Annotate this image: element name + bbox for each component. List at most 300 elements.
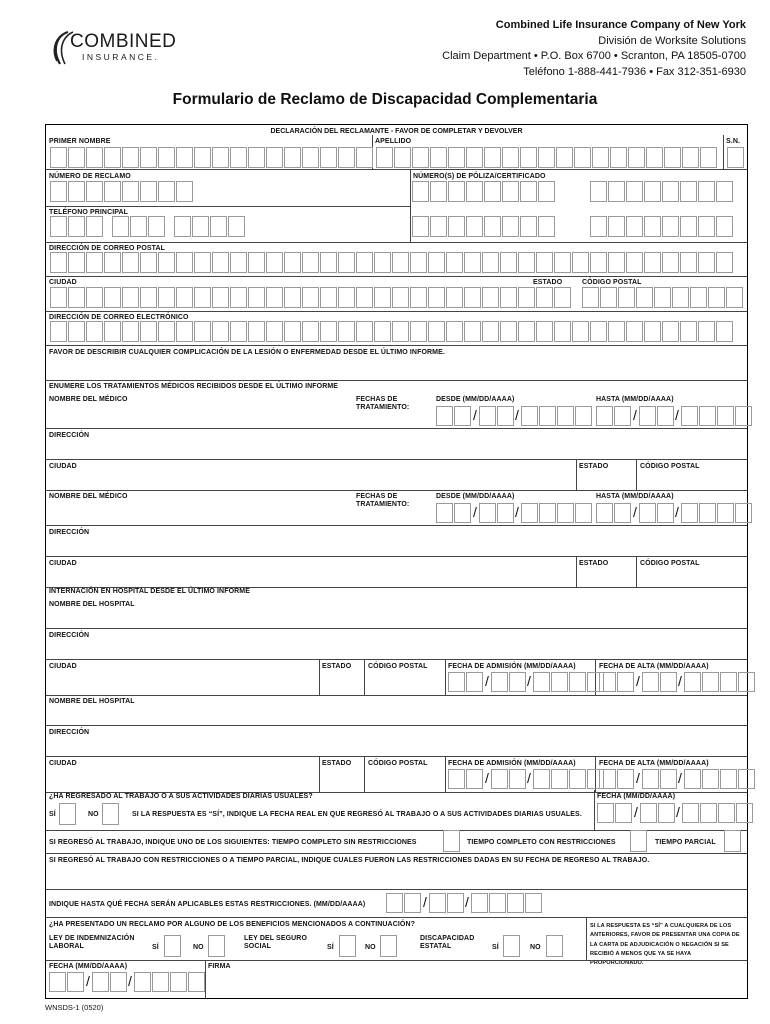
policy-box[interactable] [662,216,679,237]
email-box[interactable] [572,321,589,342]
admission-box[interactable] [509,769,526,789]
treatment-from-box[interactable] [521,406,538,426]
mailing-address-box[interactable] [320,252,337,273]
policy-box[interactable] [590,181,607,202]
policy-box[interactable] [520,181,537,202]
work-return-date-box[interactable] [718,803,735,823]
work-return-date-box[interactable] [640,803,657,823]
email-box[interactable] [500,321,517,342]
email-box[interactable] [410,321,427,342]
city-box[interactable] [374,287,391,308]
policy-box[interactable] [698,216,715,237]
policy-box[interactable] [520,216,537,237]
zip-box[interactable] [726,287,743,308]
city-box[interactable] [464,287,481,308]
last-name-box[interactable] [664,147,681,168]
treatment-from-box[interactable] [454,406,471,426]
policy-box[interactable] [502,216,519,237]
email-box[interactable] [122,321,139,342]
phone-prefix-box[interactable] [130,216,147,237]
admission-box[interactable] [448,769,465,789]
mailing-address-box[interactable] [626,252,643,273]
email-box[interactable] [86,321,103,342]
zip-box[interactable] [690,287,707,308]
policy-box[interactable] [626,181,643,202]
mailing-address-box[interactable] [392,252,409,273]
admission-box[interactable] [569,672,586,692]
policy-box[interactable] [626,216,643,237]
first-name-box[interactable] [302,147,319,168]
treatment-from-box[interactable] [575,503,592,523]
claim-number-box[interactable] [122,181,139,202]
treatment-from-box[interactable] [521,503,538,523]
mailing-address-box[interactable] [644,252,661,273]
first-name-box[interactable] [338,147,355,168]
work-return-date-box[interactable] [736,803,753,823]
discharge-box[interactable] [617,672,634,692]
last-name-box[interactable] [610,147,627,168]
city-box[interactable] [428,287,445,308]
city-box[interactable] [356,287,373,308]
first-name-box[interactable] [176,147,193,168]
claim-number-box[interactable] [176,181,193,202]
claim-number-box[interactable] [50,181,67,202]
treatment-to-box[interactable] [614,406,631,426]
claim-number-box[interactable] [104,181,121,202]
email-box[interactable] [212,321,229,342]
policy-box[interactable] [680,181,697,202]
discharge-box[interactable] [660,769,677,789]
email-box[interactable] [302,321,319,342]
last-name-box[interactable] [394,147,411,168]
first-name-box[interactable] [266,147,283,168]
mailing-address-box[interactable] [464,252,481,273]
mailing-address-box[interactable] [140,252,157,273]
city-box[interactable] [248,287,265,308]
treatment-to-box[interactable] [735,406,752,426]
last-name-box[interactable] [448,147,465,168]
email-box[interactable] [482,321,499,342]
discharge-box[interactable] [599,769,616,789]
email-box[interactable] [644,321,661,342]
restrictions-until-box[interactable] [489,893,506,913]
first-name-box[interactable] [212,147,229,168]
state-box[interactable] [536,287,553,308]
email-box[interactable] [518,321,535,342]
phone-prefix-box[interactable] [148,216,165,237]
zip-box[interactable] [654,287,671,308]
mailing-address-box[interactable] [698,252,715,273]
treatment-to-box[interactable] [699,503,716,523]
admission-box[interactable] [466,769,483,789]
email-box[interactable] [428,321,445,342]
labor-yes-box[interactable] [164,935,181,957]
admission-box[interactable] [551,769,568,789]
treatment-from-box[interactable] [539,406,556,426]
zip-box[interactable] [600,287,617,308]
mailing-address-box[interactable] [68,252,85,273]
work-return-date-box[interactable] [597,803,614,823]
sn-box[interactable] [727,147,744,168]
last-name-box[interactable] [376,147,393,168]
email-box[interactable] [176,321,193,342]
email-box[interactable] [230,321,247,342]
mailing-address-box[interactable] [680,252,697,273]
first-name-box[interactable] [230,147,247,168]
last-name-box[interactable] [412,147,429,168]
discharge-box[interactable] [660,672,677,692]
email-box[interactable] [284,321,301,342]
restrictions-until-box[interactable] [471,893,488,913]
signature-date-box[interactable] [49,972,66,992]
treatment-to-box[interactable] [614,503,631,523]
city-box[interactable] [194,287,211,308]
admission-box[interactable] [491,672,508,692]
first-name-box[interactable] [50,147,67,168]
discharge-box[interactable] [720,672,737,692]
discharge-box[interactable] [642,672,659,692]
city-box[interactable] [140,287,157,308]
treatment-to-box[interactable] [717,503,734,523]
treatment-from-box[interactable] [497,406,514,426]
first-name-box[interactable] [68,147,85,168]
zip-box[interactable] [618,287,635,308]
phone-line-box[interactable] [210,216,227,237]
first-name-box[interactable] [356,147,373,168]
restrictions-until-box[interactable] [525,893,542,913]
city-box[interactable] [338,287,355,308]
mailing-address-box[interactable] [482,252,499,273]
zip-box[interactable] [636,287,653,308]
first-name-box[interactable] [122,147,139,168]
claim-number-box[interactable] [158,181,175,202]
city-box[interactable] [320,287,337,308]
mailing-address-box[interactable] [428,252,445,273]
admission-box[interactable] [533,769,550,789]
restrictions-until-box[interactable] [507,893,524,913]
first-name-box[interactable] [158,147,175,168]
mailing-address-box[interactable] [122,252,139,273]
mailing-address-box[interactable] [284,252,301,273]
treatment-to-box[interactable] [681,503,698,523]
mailing-address-box[interactable] [446,252,463,273]
city-box[interactable] [500,287,517,308]
email-box[interactable] [266,321,283,342]
discharge-box[interactable] [599,672,616,692]
policy-box[interactable] [412,181,429,202]
city-box[interactable] [50,287,67,308]
treatment-from-box[interactable] [436,406,453,426]
mailing-address-box[interactable] [212,252,229,273]
discharge-box[interactable] [702,672,719,692]
treatment-to-box[interactable] [681,406,698,426]
city-box[interactable] [230,287,247,308]
email-box[interactable] [554,321,571,342]
state-box[interactable] [554,287,571,308]
mailing-address-box[interactable] [554,252,571,273]
last-name-box[interactable] [700,147,717,168]
policy-box[interactable] [502,181,519,202]
treatment-from-box[interactable] [454,503,471,523]
zip-box[interactable] [708,287,725,308]
email-box[interactable] [446,321,463,342]
phone-line-box[interactable] [192,216,209,237]
mailing-address-box[interactable] [302,252,319,273]
admission-box[interactable] [491,769,508,789]
zip-box[interactable] [582,287,599,308]
policy-box[interactable] [448,216,465,237]
city-box[interactable] [410,287,427,308]
treatment-from-box[interactable] [557,406,574,426]
mailing-address-box[interactable] [590,252,607,273]
state-no-box[interactable] [546,935,563,957]
signature-date-box[interactable] [152,972,169,992]
restrictions-until-box[interactable] [447,893,464,913]
mailing-address-box[interactable] [338,252,355,273]
discharge-box[interactable] [720,769,737,789]
city-box[interactable] [266,287,283,308]
admission-box[interactable] [466,672,483,692]
social-yes-box[interactable] [339,935,356,957]
treatment-to-box[interactable] [596,503,613,523]
mailing-address-box[interactable] [572,252,589,273]
work-no-box[interactable] [102,803,119,825]
admission-box[interactable] [509,672,526,692]
last-name-box[interactable] [466,147,483,168]
treatment-from-box[interactable] [557,503,574,523]
policy-box[interactable] [484,216,501,237]
admission-box[interactable] [533,672,550,692]
first-name-box[interactable] [320,147,337,168]
admission-box[interactable] [569,769,586,789]
claim-number-box[interactable] [86,181,103,202]
social-no-box[interactable] [380,935,397,957]
policy-box[interactable] [448,181,465,202]
treatment-from-box[interactable] [497,503,514,523]
last-name-box[interactable] [520,147,537,168]
city-box[interactable] [446,287,463,308]
mailing-address-box[interactable] [194,252,211,273]
signature-date-box[interactable] [134,972,151,992]
email-box[interactable] [374,321,391,342]
treatment-to-box[interactable] [735,503,752,523]
discharge-box[interactable] [684,769,701,789]
discharge-box[interactable] [738,769,755,789]
restrictions-until-box[interactable] [386,893,403,913]
treatment-from-box[interactable] [479,406,496,426]
city-box[interactable] [284,287,301,308]
policy-box[interactable] [412,216,429,237]
phone-area-box[interactable] [68,216,85,237]
city-box[interactable] [158,287,175,308]
last-name-box[interactable] [430,147,447,168]
last-name-box[interactable] [556,147,573,168]
signature-date-box[interactable] [170,972,187,992]
first-name-box[interactable] [140,147,157,168]
city-box[interactable] [122,287,139,308]
treatment-to-box[interactable] [699,406,716,426]
city-box[interactable] [104,287,121,308]
city-box[interactable] [392,287,409,308]
email-box[interactable] [608,321,625,342]
mailing-address-box[interactable] [500,252,517,273]
policy-box[interactable] [484,181,501,202]
restrictions-until-box[interactable] [429,893,446,913]
last-name-box[interactable] [682,147,699,168]
email-box[interactable] [626,321,643,342]
phone-line-box[interactable] [228,216,245,237]
treatment-to-box[interactable] [639,406,656,426]
policy-box[interactable] [716,216,733,237]
city-box[interactable] [68,287,85,308]
discharge-box[interactable] [738,672,755,692]
policy-box[interactable] [644,216,661,237]
first-name-box[interactable] [284,147,301,168]
last-name-box[interactable] [538,147,555,168]
treatment-from-box[interactable] [436,503,453,523]
work-yes-box[interactable] [59,803,76,825]
phone-prefix-box[interactable] [112,216,129,237]
mailing-address-box[interactable] [662,252,679,273]
work-return-date-box[interactable] [682,803,699,823]
mailing-address-box[interactable] [230,252,247,273]
signature-date-box[interactable] [67,972,84,992]
phone-area-box[interactable] [86,216,103,237]
work-return-date-box[interactable] [658,803,675,823]
email-box[interactable] [590,321,607,342]
first-name-box[interactable] [104,147,121,168]
treatment-from-box[interactable] [539,503,556,523]
full-time-unrestricted-box[interactable] [443,830,460,852]
admission-box[interactable] [448,672,465,692]
state-yes-box[interactable] [503,935,520,957]
email-box[interactable] [158,321,175,342]
discharge-box[interactable] [702,769,719,789]
last-name-box[interactable] [646,147,663,168]
email-box[interactable] [320,321,337,342]
first-name-box[interactable] [248,147,265,168]
zip-box[interactable] [672,287,689,308]
labor-no-box[interactable] [208,935,225,957]
mailing-address-box[interactable] [104,252,121,273]
mailing-address-box[interactable] [518,252,535,273]
last-name-box[interactable] [484,147,501,168]
mailing-address-box[interactable] [176,252,193,273]
policy-box[interactable] [466,216,483,237]
policy-box[interactable] [430,181,447,202]
treatment-to-box[interactable] [717,406,734,426]
last-name-box[interactable] [592,147,609,168]
signature-date-box[interactable] [110,972,127,992]
email-box[interactable] [698,321,715,342]
email-box[interactable] [392,321,409,342]
email-box[interactable] [356,321,373,342]
treatment-to-box[interactable] [639,503,656,523]
policy-box[interactable] [538,216,555,237]
claim-number-box[interactable] [140,181,157,202]
last-name-box[interactable] [628,147,645,168]
treatment-from-box[interactable] [479,503,496,523]
full-time-restricted-box[interactable] [630,830,647,852]
policy-box[interactable] [590,216,607,237]
policy-box[interactable] [644,181,661,202]
email-box[interactable] [50,321,67,342]
treatment-to-box[interactable] [596,406,613,426]
mailing-address-box[interactable] [716,252,733,273]
admission-box[interactable] [551,672,568,692]
policy-box[interactable] [680,216,697,237]
email-box[interactable] [338,321,355,342]
treatment-to-box[interactable] [657,406,674,426]
discharge-box[interactable] [684,672,701,692]
city-box[interactable] [86,287,103,308]
city-box[interactable] [176,287,193,308]
mailing-address-box[interactable] [356,252,373,273]
last-name-box[interactable] [502,147,519,168]
claim-number-box[interactable] [68,181,85,202]
mailing-address-box[interactable] [158,252,175,273]
policy-box[interactable] [716,181,733,202]
work-return-date-box[interactable] [615,803,632,823]
mailing-address-box[interactable] [374,252,391,273]
policy-box[interactable] [430,216,447,237]
restrictions-until-box[interactable] [404,893,421,913]
treatment-to-box[interactable] [657,503,674,523]
policy-box[interactable] [698,181,715,202]
mailing-address-box[interactable] [248,252,265,273]
mailing-address-box[interactable] [86,252,103,273]
email-box[interactable] [248,321,265,342]
email-box[interactable] [536,321,553,342]
mailing-address-box[interactable] [50,252,67,273]
email-box[interactable] [680,321,697,342]
mailing-address-box[interactable] [608,252,625,273]
policy-box[interactable] [466,181,483,202]
email-box[interactable] [104,321,121,342]
mailing-address-box[interactable] [410,252,427,273]
policy-box[interactable] [538,181,555,202]
email-box[interactable] [140,321,157,342]
first-name-box[interactable] [86,147,103,168]
city-box[interactable] [482,287,499,308]
policy-box[interactable] [608,216,625,237]
phone-area-box[interactable] [50,216,67,237]
policy-box[interactable] [662,181,679,202]
discharge-box[interactable] [617,769,634,789]
email-box[interactable] [68,321,85,342]
treatment-from-box[interactable] [575,406,592,426]
last-name-box[interactable] [574,147,591,168]
work-return-date-box[interactable] [700,803,717,823]
email-box[interactable] [716,321,733,342]
mailing-address-box[interactable] [266,252,283,273]
city-box[interactable] [212,287,229,308]
first-name-box[interactable] [194,147,211,168]
phone-line-box[interactable] [174,216,191,237]
policy-box[interactable] [608,181,625,202]
discharge-box[interactable] [642,769,659,789]
part-time-box[interactable] [724,830,741,852]
mailing-address-box[interactable] [536,252,553,273]
email-box[interactable] [662,321,679,342]
email-box[interactable] [194,321,211,342]
date-slash: / [633,504,637,520]
signature-date-box[interactable] [92,972,109,992]
city-box[interactable] [518,287,535,308]
signature-date-box[interactable] [188,972,205,992]
city-box[interactable] [302,287,319,308]
email-box[interactable] [464,321,481,342]
